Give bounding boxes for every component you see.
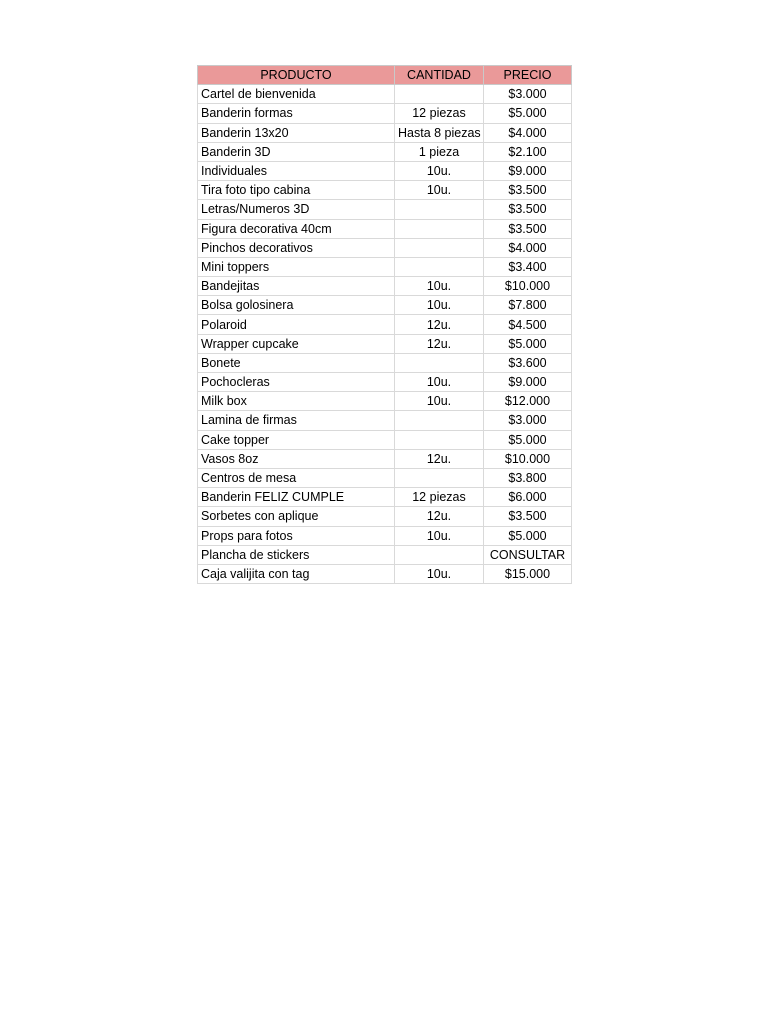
table-row [198, 85, 572, 104]
table-row [198, 507, 572, 526]
table-row [198, 238, 572, 257]
table-row [198, 449, 572, 468]
product-cell: Bolsa golosinera [198, 296, 395, 315]
table-row [198, 200, 572, 219]
quantity-cell [395, 85, 484, 104]
product-cell: Banderin FELIZ CUMPLE [198, 488, 395, 507]
product-cell: Polaroid [198, 315, 395, 334]
price-cell: $4.000 [484, 238, 572, 257]
table-row [198, 468, 572, 487]
quantity-cell: 12u. [395, 315, 484, 334]
price-cell: $10.000 [484, 277, 572, 296]
header-row [198, 66, 572, 85]
table-row [198, 142, 572, 161]
quantity-cell: 10u. [395, 564, 484, 583]
price-cell: $12.000 [484, 392, 572, 411]
header-quantity: CANTIDAD [395, 66, 484, 85]
quantity-cell [395, 430, 484, 449]
product-cell: Centros de mesa [198, 468, 395, 487]
table-row [198, 545, 572, 564]
quantity-cell [395, 545, 484, 564]
table-row [198, 526, 572, 545]
table-row [198, 430, 572, 449]
table-row [198, 334, 572, 353]
quantity-cell: 10u. [395, 161, 484, 180]
quantity-cell: 12u. [395, 334, 484, 353]
product-cell: Bonete [198, 353, 395, 372]
quantity-cell: 10u. [395, 392, 484, 411]
price-cell: $9.000 [484, 373, 572, 392]
table-row [198, 488, 572, 507]
price-cell: $5.000 [484, 104, 572, 123]
price-cell: $2.100 [484, 142, 572, 161]
price-cell: CONSULTAR [484, 545, 572, 564]
table-row [198, 373, 572, 392]
table-row [198, 219, 572, 238]
quantity-cell [395, 353, 484, 372]
product-cell: Cartel de bienvenida [198, 85, 395, 104]
quantity-cell [395, 411, 484, 430]
quantity-cell: Hasta 8 piezas [395, 123, 484, 142]
quantity-cell: 12 piezas [395, 104, 484, 123]
price-cell: $3.800 [484, 468, 572, 487]
product-cell: Figura decorativa 40cm [198, 219, 395, 238]
price-cell: $4.000 [484, 123, 572, 142]
quantity-cell: 1 pieza [395, 142, 484, 161]
price-cell: $15.000 [484, 564, 572, 583]
product-cell: Banderin 3D [198, 142, 395, 161]
table-row [198, 181, 572, 200]
price-cell: $3.500 [484, 219, 572, 238]
table-row [198, 104, 572, 123]
product-cell: Bandejitas [198, 277, 395, 296]
quantity-cell: 10u. [395, 181, 484, 200]
price-cell: $6.000 [484, 488, 572, 507]
price-cell: $3.400 [484, 257, 572, 276]
product-cell: Mini toppers [198, 257, 395, 276]
product-cell: Vasos 8oz [198, 449, 395, 468]
price-cell: $3.000 [484, 411, 572, 430]
product-cell: Plancha de stickers [198, 545, 395, 564]
table-row [198, 392, 572, 411]
table-row [198, 296, 572, 315]
price-cell: $3.600 [484, 353, 572, 372]
table-body [198, 85, 572, 584]
quantity-cell: 10u. [395, 296, 484, 315]
table-row [198, 277, 572, 296]
table-row [198, 353, 572, 372]
table-row [198, 564, 572, 583]
header-price: PRECIO [484, 66, 572, 85]
quantity-cell: 12u. [395, 507, 484, 526]
product-cell: Pochocleras [198, 373, 395, 392]
price-cell: $3.000 [484, 85, 572, 104]
price-cell: $5.000 [484, 430, 572, 449]
price-cell: $7.800 [484, 296, 572, 315]
price-cell: $4.500 [484, 315, 572, 334]
quantity-cell [395, 468, 484, 487]
quantity-cell [395, 219, 484, 238]
quantity-cell: 10u. [395, 373, 484, 392]
quantity-cell: 12 piezas [395, 488, 484, 507]
product-cell: Lamina de firmas [198, 411, 395, 430]
price-cell: $5.000 [484, 334, 572, 353]
product-cell: Caja valijita con tag [198, 564, 395, 583]
quantity-cell [395, 257, 484, 276]
product-cell: Banderin 13x20 [198, 123, 395, 142]
product-cell: Pinchos decorativos [198, 238, 395, 257]
product-cell: Letras/Numeros 3D [198, 200, 395, 219]
product-cell: Tira foto tipo cabina [198, 181, 395, 200]
table-row [198, 315, 572, 334]
product-cell: Cake topper [198, 430, 395, 449]
price-cell: $3.500 [484, 181, 572, 200]
header-product: PRODUCTO [198, 66, 395, 85]
price-cell: $3.500 [484, 507, 572, 526]
price-cell: $3.500 [484, 200, 572, 219]
product-cell: Milk box [198, 392, 395, 411]
product-cell: Individuales [198, 161, 395, 180]
table-row [198, 161, 572, 180]
quantity-cell [395, 238, 484, 257]
price-list-sheet [197, 65, 572, 584]
table-row [198, 123, 572, 142]
product-cell: Wrapper cupcake [198, 334, 395, 353]
table-header [198, 66, 572, 85]
price-cell: $9.000 [484, 161, 572, 180]
table-row [198, 411, 572, 430]
quantity-cell: 12u. [395, 449, 484, 468]
price-cell: $10.000 [484, 449, 572, 468]
product-cell: Props para fotos [198, 526, 395, 545]
quantity-cell: 10u. [395, 526, 484, 545]
quantity-cell [395, 200, 484, 219]
price-table [197, 65, 572, 584]
product-cell: Banderin formas [198, 104, 395, 123]
table-row [198, 257, 572, 276]
price-cell: $5.000 [484, 526, 572, 545]
quantity-cell: 10u. [395, 277, 484, 296]
product-cell: Sorbetes con aplique [198, 507, 395, 526]
